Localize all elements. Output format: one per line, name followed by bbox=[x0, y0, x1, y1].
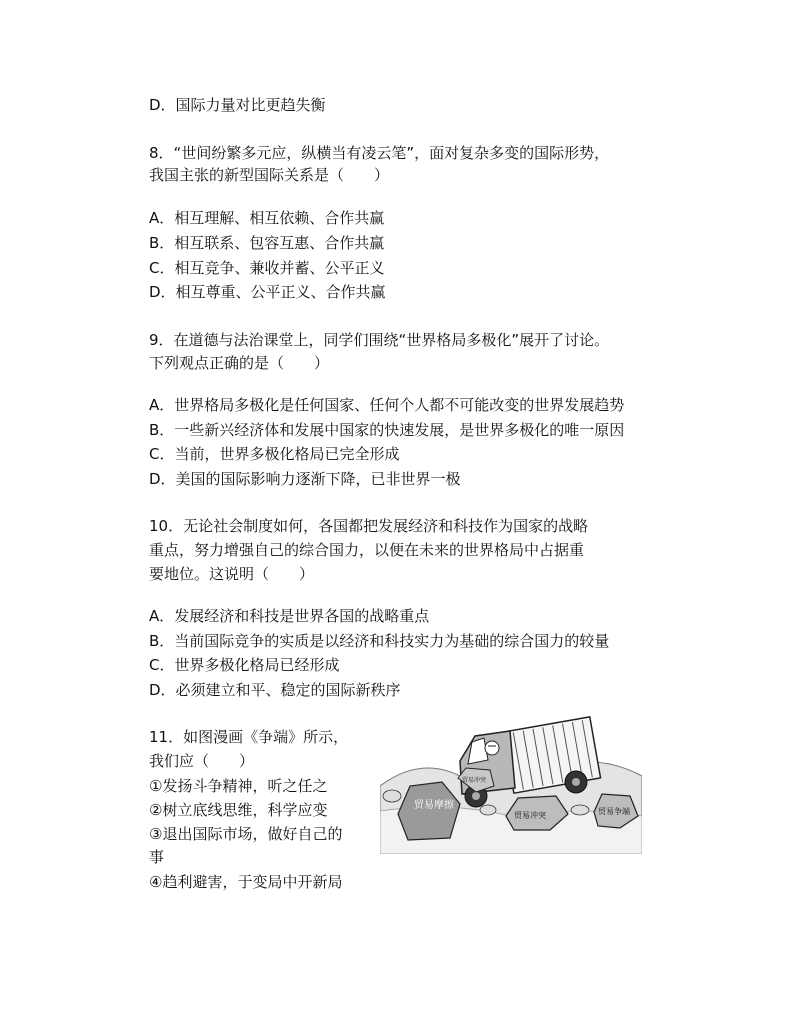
q9-option-d: D．美国的国际影响力逐渐下降，已非世界一极 bbox=[149, 470, 461, 488]
q9-option-c: C．当前，世界多极化格局已完全形成 bbox=[149, 445, 400, 463]
cartoon-dispute-image bbox=[380, 716, 642, 854]
q10-option-b: B．当前国际竞争的实质是以经济和科技实力为基础的综合国力的较量 bbox=[149, 632, 610, 650]
q8-option-b: B．相互联系、包容互惠、合作共赢 bbox=[149, 234, 385, 252]
q7-option-d: D．国际力量对比更趋失衡 bbox=[149, 96, 326, 114]
q10-stem-line1: 10．无论社会制度如何，各国都把发展经济和科技作为国家的战略 bbox=[149, 517, 589, 535]
q8-option-c: C．相互竞争、兼收并蓄、公平正义 bbox=[149, 259, 385, 277]
q8-option-d: D．相互尊重、公平正义、合作共赢 bbox=[149, 283, 386, 301]
q9-option-b: B．一些新兴经济体和发展中国家的快速发展，是世界多极化的唯一原因 bbox=[149, 421, 625, 439]
q10-option-c: C．世界多极化格局已经形成 bbox=[149, 656, 340, 674]
q11-item-3-cont: 事 bbox=[149, 848, 165, 866]
rock-label-conflict-small: 贸易冲突 bbox=[462, 777, 487, 784]
q9-option-a: A．世界格局多极化是任何国家、任何个人都不可能改变的世界发展趋势 bbox=[149, 396, 625, 414]
q11-item-1: ①发扬斗争精神，听之任之 bbox=[149, 777, 328, 795]
q9-stem-line2: 下列观点正确的是（ ） bbox=[149, 354, 330, 372]
q11-item-3: ③退出国际市场，做好自己的 bbox=[149, 825, 343, 843]
q9-stem-line1: 9．在道德与法治课堂上，同学们围绕“世界格局多极化”展开了讨论。 bbox=[149, 331, 610, 349]
q10-option-a: A．发展经济和科技是世界各国的战略重点 bbox=[149, 607, 430, 625]
rock-label-conflict: 贸易冲突 bbox=[514, 811, 546, 820]
pebble bbox=[480, 805, 496, 815]
rock-label-friction: 贸易摩擦 bbox=[414, 800, 454, 811]
q8-stem-line1: 8．“世间纷繁多元应，纵横当有凌云笔”，面对复杂多变的国际形势， bbox=[149, 144, 610, 162]
q11-stem-line1: 11．如图漫画《争端》所示， bbox=[149, 728, 349, 746]
q8-option-a: A．相互理解、相互依赖、合作共赢 bbox=[149, 209, 385, 227]
pebble bbox=[383, 790, 401, 802]
q10-option-d: D．必须建立和平、稳定的国际新秩序 bbox=[149, 681, 401, 699]
q8-stem-line2: 我国主张的新型国际关系是（ ） bbox=[149, 166, 390, 184]
q10-stem-line3: 要地位。这说明（ ） bbox=[149, 565, 315, 583]
q11-item-4: ④趋利避害，于变局中开新局 bbox=[149, 873, 343, 891]
pebble bbox=[571, 805, 589, 815]
q11-item-2: ②树立底线思维，科学应变 bbox=[149, 801, 328, 819]
rock-label-dispute: 贸易争端 bbox=[598, 807, 630, 816]
q11-stem-line2: 我们应（ ） bbox=[149, 752, 255, 770]
q10-stem-line2: 重点，努力增强自己的综合国力，以便在未来的世界格局中占据重 bbox=[149, 541, 585, 559]
